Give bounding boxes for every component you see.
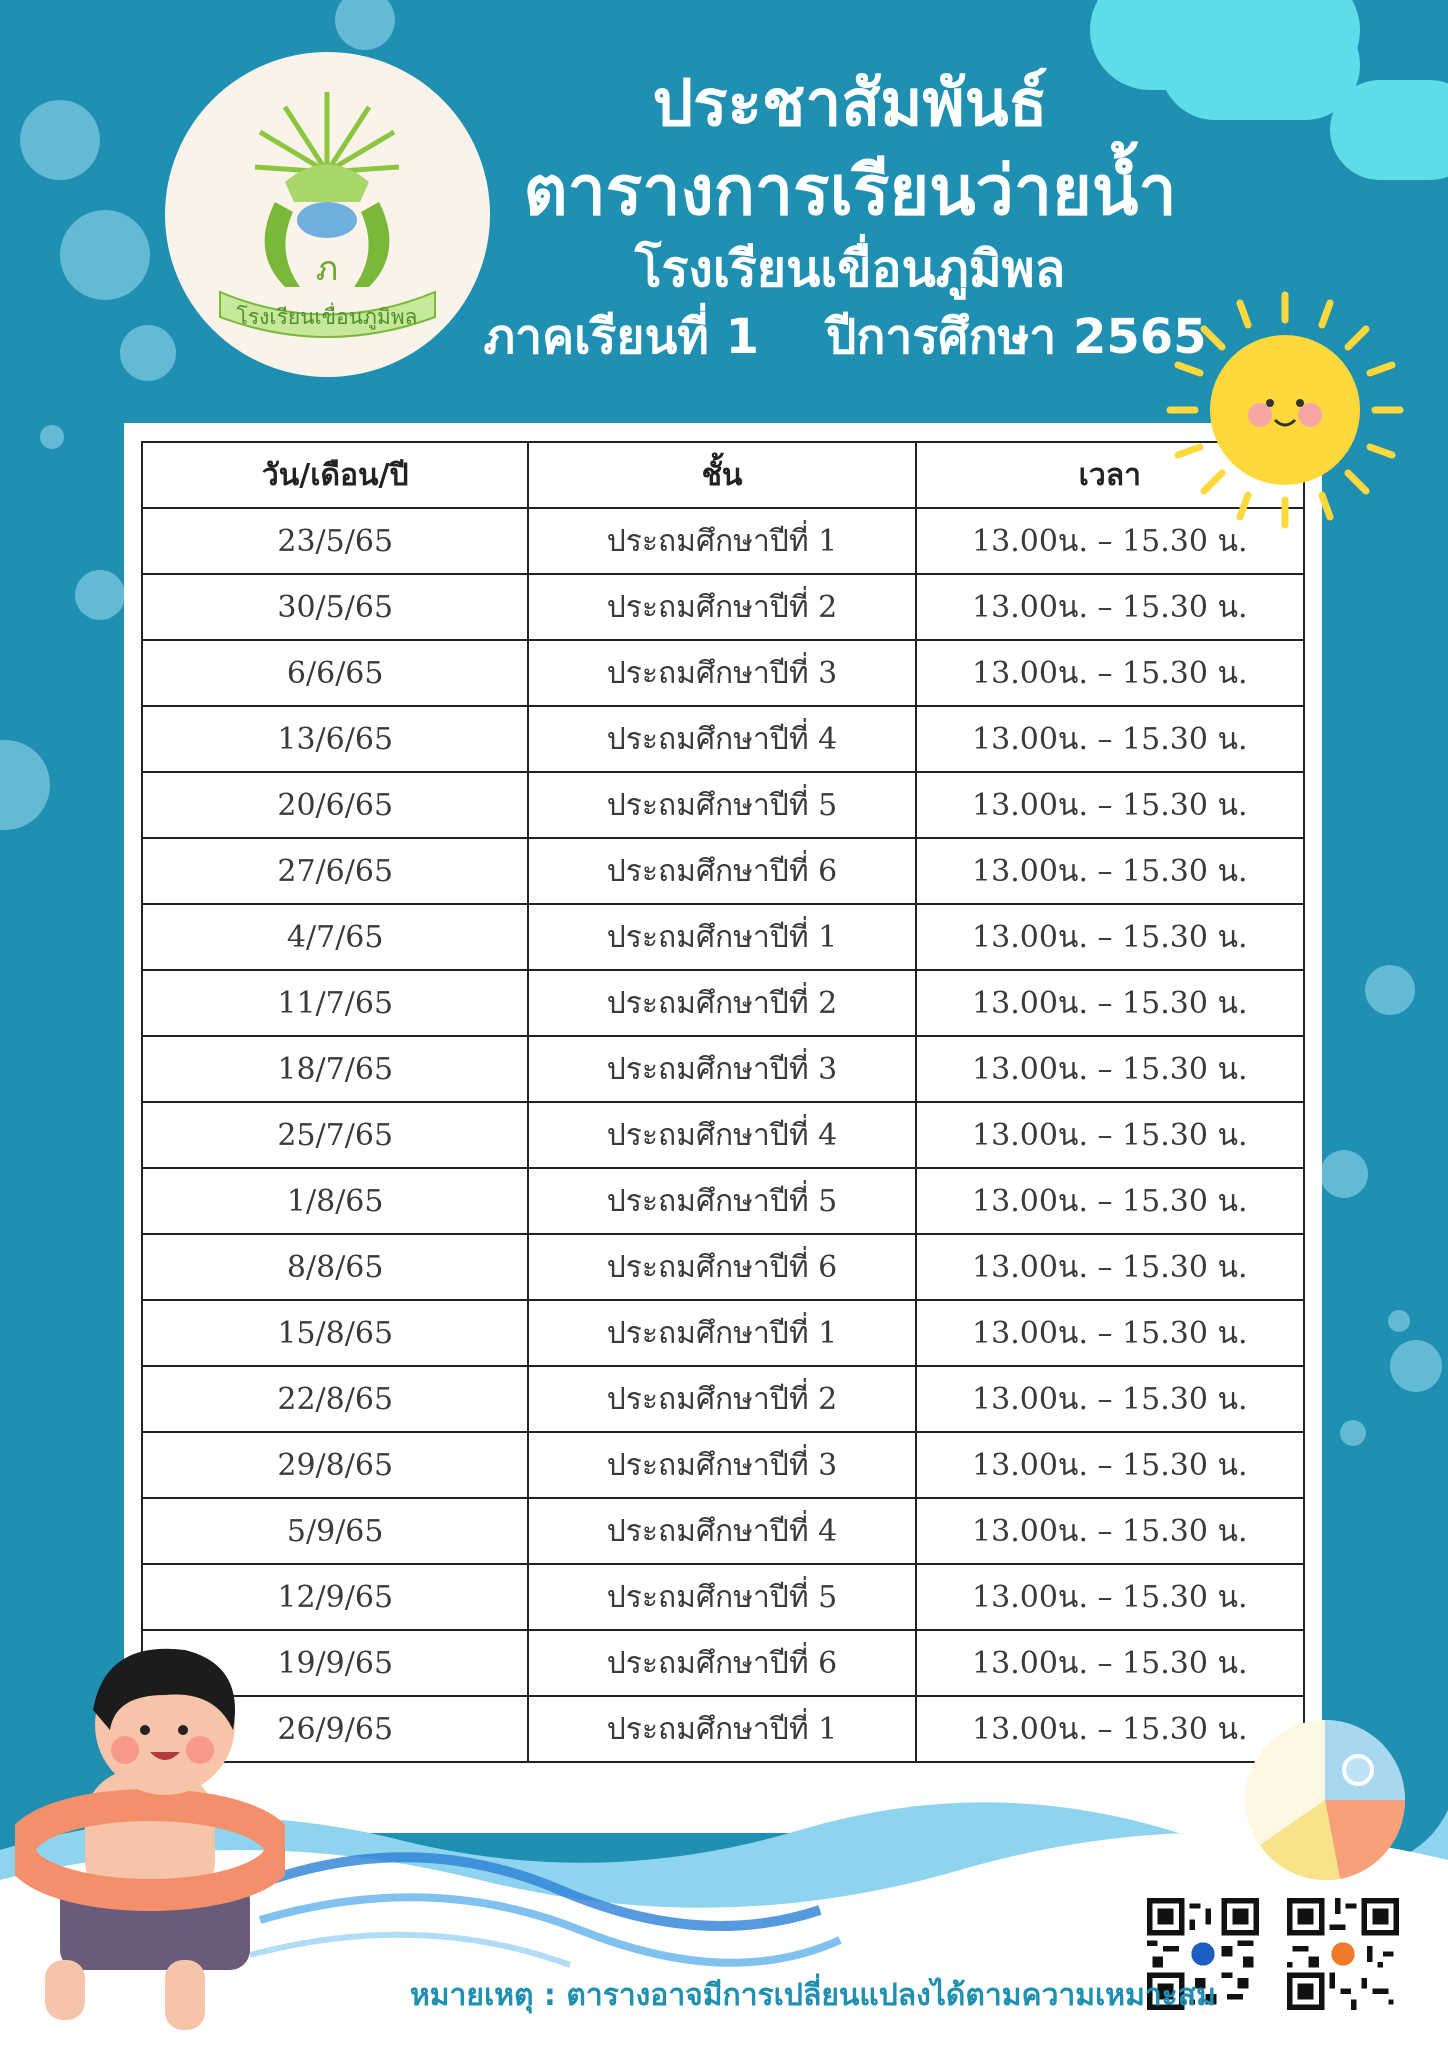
cell-time: 13.00น. – 15.30 น.	[916, 1036, 1304, 1102]
cell-date: 15/8/65	[142, 1300, 528, 1366]
bubble-decoration	[1320, 1150, 1368, 1198]
bubble-decoration	[120, 325, 176, 381]
cell-time: 13.00น. – 15.30 น.	[916, 1234, 1304, 1300]
schedule-panel	[124, 423, 1322, 1833]
bubble-decoration	[40, 425, 64, 449]
cell-date: 25/7/65	[142, 1102, 528, 1168]
table-row	[142, 706, 1304, 772]
cell-time: 13.00น. – 15.30 น.	[916, 640, 1304, 706]
cell-class: ประถมศึกษาปีที่ 6	[528, 1234, 915, 1300]
table-row	[142, 1168, 1304, 1234]
cell-class: ประถมศึกษาปีที่ 3	[528, 1036, 915, 1102]
cell-time: 13.00น. – 15.30 น.	[916, 574, 1304, 640]
bubble-decoration	[1340, 1420, 1366, 1446]
cell-time: 13.00น. – 15.30 น.	[916, 1432, 1304, 1498]
cell-date: 6/6/65	[142, 640, 528, 706]
logo-banner-text: โรงเรียนเขื่อนภูมิพล	[236, 305, 418, 329]
table-row	[142, 1696, 1304, 1762]
cell-class: ประถมศึกษาปีที่ 6	[528, 1630, 915, 1696]
cell-time: 13.00น. – 15.30 น.	[916, 904, 1304, 970]
school-emblem-icon	[165, 52, 490, 377]
cell-class: ประถมศึกษาปีที่ 5	[528, 1168, 915, 1234]
cell-time: 13.00น. – 15.30 น.	[916, 1168, 1304, 1234]
cell-date: 20/6/65	[142, 772, 528, 838]
table-row	[142, 1498, 1304, 1564]
cell-class: ประถมศึกษาปีที่ 1	[528, 1300, 915, 1366]
cell-class: ประถมศึกษาปีที่ 4	[528, 1102, 915, 1168]
cell-time: 13.00น. – 15.30 น.	[916, 1630, 1304, 1696]
school-logo	[165, 52, 490, 377]
table-row	[142, 1366, 1304, 1432]
cell-time: 13.00น. – 15.30 น.	[916, 1564, 1304, 1630]
schedule-table	[141, 441, 1305, 1763]
table-row	[142, 574, 1304, 640]
column-header-class: ชั้น	[528, 442, 915, 508]
bubble-decoration	[1388, 1310, 1410, 1332]
cell-date: 12/9/65	[142, 1564, 528, 1630]
cell-time: 13.00น. – 15.30 น.	[916, 1498, 1304, 1564]
cell-date: 29/8/65	[142, 1432, 528, 1498]
table-row	[142, 508, 1304, 574]
emblem-letter: ภ	[315, 249, 339, 289]
cell-time: 13.00น. – 15.30 น.	[916, 1366, 1304, 1432]
table-row	[142, 838, 1304, 904]
school-name: โรงเรียนเขื่อนภูมิพล	[634, 240, 1066, 298]
cell-time: 13.00น. – 15.30 น.	[916, 772, 1304, 838]
cell-class: ประถมศึกษาปีที่ 5	[528, 772, 915, 838]
cell-date: 26/9/65	[142, 1696, 528, 1762]
cell-date: 30/5/65	[142, 574, 528, 640]
cell-date: 23/5/65	[142, 508, 528, 574]
bubble-decoration	[20, 100, 100, 180]
cell-date: 18/7/65	[142, 1036, 528, 1102]
beach-ball-icon	[1240, 1715, 1410, 1885]
cell-time: 13.00น. – 15.30 น.	[916, 1300, 1304, 1366]
cell-class: ประถมศึกษาปีที่ 2	[528, 574, 915, 640]
bubble-decoration	[335, 0, 395, 50]
cell-class: ประถมศึกษาปีที่ 1	[528, 508, 915, 574]
bubble-decoration	[1390, 1340, 1442, 1392]
child-swimmer-icon	[15, 1640, 285, 2040]
title-line-1: ประชาสัมพันธ์	[652, 67, 1048, 141]
cell-time: 13.00น. – 15.30 น.	[916, 970, 1304, 1036]
qr-code-icon[interactable]	[1287, 1898, 1399, 2010]
cell-class: ประถมศึกษาปีที่ 4	[528, 706, 915, 772]
cell-class: ประถมศึกษาปีที่ 3	[528, 640, 915, 706]
cell-date: 27/6/65	[142, 838, 528, 904]
table-row	[142, 970, 1304, 1036]
cell-class: ประถมศึกษาปีที่ 1	[528, 904, 915, 970]
table-row	[142, 1630, 1304, 1696]
schedule-body	[142, 508, 1304, 1762]
column-header-time: เวลา	[916, 442, 1304, 508]
cell-time: 13.00น. – 15.30 น.	[916, 838, 1304, 904]
cell-date: 5/9/65	[142, 1498, 528, 1564]
cell-time: 13.00น. – 15.30 น.	[916, 706, 1304, 772]
bubble-decoration	[1365, 965, 1415, 1015]
table-row	[142, 1102, 1304, 1168]
table-row	[142, 772, 1304, 838]
column-header-date: วัน/เดือน/ปี	[142, 442, 528, 508]
table-row	[142, 640, 1304, 706]
cell-date: 22/8/65	[142, 1366, 528, 1432]
cell-class: ประถมศึกษาปีที่ 1	[528, 1696, 915, 1762]
table-row	[142, 1432, 1304, 1498]
cell-date: 8/8/65	[142, 1234, 528, 1300]
cell-class: ประถมศึกษาปีที่ 4	[528, 1498, 915, 1564]
bubble-decoration	[0, 740, 50, 830]
table-row	[142, 1036, 1304, 1102]
table-header-row	[142, 442, 1304, 508]
cell-date: 11/7/65	[142, 970, 528, 1036]
bubble-decoration	[60, 210, 150, 300]
cell-class: ประถมศึกษาปีที่ 2	[528, 1366, 915, 1432]
cell-time: 13.00น. – 15.30 น.	[916, 1102, 1304, 1168]
title-line-2: ตารางการเรียนว่ายน้ำ	[523, 152, 1177, 231]
cell-date: 19/9/65	[142, 1630, 528, 1696]
bubble-decoration	[75, 570, 125, 620]
cell-time: 13.00น. – 15.30 น.	[916, 1696, 1304, 1762]
cell-date: 1/8/65	[142, 1168, 528, 1234]
table-row	[142, 904, 1304, 970]
table-row	[142, 1234, 1304, 1300]
sun-icon	[1160, 285, 1410, 535]
cell-date: 4/7/65	[142, 904, 528, 970]
cell-time: 13.00น. – 15.30 น.	[916, 508, 1304, 574]
table-row	[142, 1300, 1304, 1366]
table-row	[142, 1564, 1304, 1630]
cell-class: ประถมศึกษาปีที่ 3	[528, 1432, 915, 1498]
cloud-decoration	[1330, 80, 1448, 180]
term-line: ภาคเรียนที่ 1 ปีการศึกษา 2565	[483, 309, 1207, 365]
cell-date: 13/6/65	[142, 706, 528, 772]
cell-class: ประถมศึกษาปีที่ 6	[528, 838, 915, 904]
cell-class: ประถมศึกษาปีที่ 5	[528, 1564, 915, 1630]
cell-class: ประถมศึกษาปีที่ 2	[528, 970, 915, 1036]
footer-note: หมายเหตุ : ตารางอาจมีการเปลี่ยนแปลงได้ตามความเหมาะสม	[410, 1978, 1216, 2013]
